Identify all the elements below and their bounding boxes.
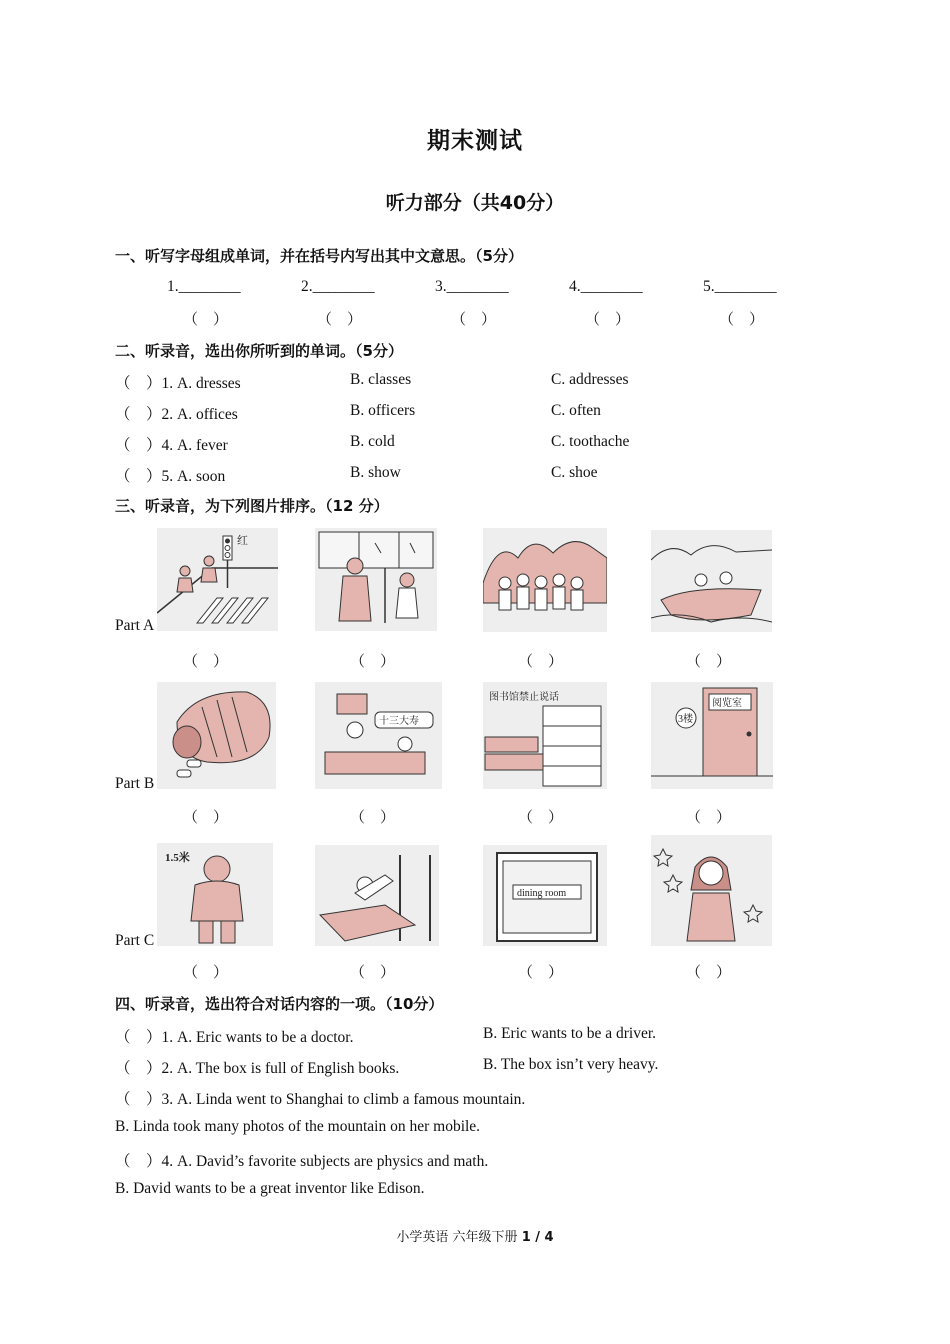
- answer-blank-5[interactable]: 5.________: [703, 278, 777, 295]
- s2-q4-option-b: B. cold: [350, 433, 395, 450]
- order-paren-a4[interactable]: （ ）: [686, 654, 732, 670]
- picture-reading-room: [651, 682, 773, 789]
- picture-dining-room: [483, 845, 607, 946]
- order-paren-c2[interactable]: （ ）: [350, 965, 396, 981]
- part-b-label: Part B: [115, 775, 155, 792]
- s2-q1-option-a: （ ）1. A. dresses: [115, 375, 241, 392]
- floor-sign-text: 3楼: [678, 714, 693, 725]
- section2-heading: 二、听录音，选出你所听到的单词。（5分）: [115, 342, 403, 360]
- order-paren-a3[interactable]: （ ）: [518, 654, 564, 670]
- s4-q2-option-a: （ ）2. A. The box is full of English books.: [115, 1060, 400, 1077]
- answer-blank-4[interactable]: 4.________: [569, 278, 643, 295]
- page-title: 期末测试: [427, 128, 523, 154]
- meaning-paren-1[interactable]: （ ）: [183, 312, 229, 328]
- s4-q1-option-a: （ ）1. A. Eric wants to be a doctor.: [115, 1029, 354, 1046]
- page-footer: [0, 1226, 950, 1245]
- picture-high-jump: [315, 845, 439, 946]
- page-number: 1 / 4: [521, 1230, 554, 1245]
- s2-q5-option-c: C. shoe: [551, 464, 598, 481]
- order-paren-b1[interactable]: （ ）: [183, 810, 229, 826]
- birthday-banner-text: 十三大寿: [379, 716, 419, 727]
- section1-heading: 一、听写字母组成单词，并在括号内写出其中文意思。（5分）: [115, 247, 523, 265]
- s4-q3-option-a: （ ）3. A. Linda went to Shanghai to climb a famous mountain.: [115, 1091, 526, 1108]
- part-a-label: Part A: [115, 617, 155, 634]
- picture-mountain-group: [483, 528, 607, 632]
- s2-q2-option-a: （ ）2. A. offices: [115, 406, 238, 423]
- section3-heading: 三、听录音，为下列图片排序。（12 分）: [115, 497, 389, 515]
- answer-blank-2[interactable]: 2.________: [301, 278, 375, 295]
- s2-q5-option-b: B. show: [350, 464, 401, 481]
- order-paren-c3[interactable]: （ ）: [518, 965, 564, 981]
- s2-q2-option-c: C. often: [551, 402, 601, 419]
- footer-book-title: 小学英语 六年级下册: [396, 1230, 518, 1245]
- answer-blank-3[interactable]: 3.________: [435, 278, 509, 295]
- s4-q2-option-b: B. The box isn’t very heavy.: [483, 1056, 659, 1073]
- order-paren-a2[interactable]: （ ）: [350, 654, 396, 670]
- picture-tall-boy: [157, 843, 273, 946]
- order-paren-a1[interactable]: （ ）: [183, 654, 229, 670]
- picture-crosswalk: [157, 528, 278, 631]
- s2-q4-option-c: C. toothache: [551, 433, 630, 450]
- picture-singing-woman: [651, 835, 772, 946]
- dining-room-sign-text: dining room: [517, 888, 567, 899]
- s2-q2-option-b: B. officers: [350, 402, 416, 419]
- reading-room-sign-text: 阅览室: [712, 698, 742, 709]
- section4-heading: 四、听录音，选出符合对话内容的一项。（10分）: [115, 995, 444, 1013]
- picture-birthday: [315, 682, 442, 789]
- s2-q5-option-a: （ ）5. A. soon: [115, 468, 226, 485]
- height-label-text: 1.5米: [165, 852, 190, 864]
- picture-medicine-bottle: [157, 682, 276, 789]
- meaning-paren-3[interactable]: （ ）: [451, 312, 497, 328]
- meaning-paren-4[interactable]: （ ）: [585, 312, 631, 328]
- order-paren-b3[interactable]: （ ）: [518, 810, 564, 826]
- s4-q4-option-b: B. David wants to be a great inventor like Edison.: [115, 1180, 425, 1197]
- picture-library: [483, 682, 607, 789]
- s2-q4-option-a: （ ）4. A. fever: [115, 437, 228, 454]
- s2-q1-option-b: B. classes: [350, 371, 412, 388]
- meaning-paren-5[interactable]: （ ）: [719, 312, 765, 328]
- order-paren-c1[interactable]: （ ）: [183, 965, 229, 981]
- s4-q3-option-b: B. Linda took many photos of the mountain on her mobile.: [115, 1118, 481, 1135]
- order-paren-b2[interactable]: （ ）: [350, 810, 396, 826]
- page-subtitle: 听力部分（共40分）: [385, 192, 565, 214]
- traffic-sign-text: 红: [237, 535, 248, 547]
- s2-q1-option-c: C. addresses: [551, 371, 629, 388]
- picture-boat: [651, 530, 772, 632]
- order-paren-b4[interactable]: （ ）: [686, 810, 732, 826]
- s4-q4-option-a: （ ）4. A. David’s favorite subjects are physics and math.: [115, 1153, 489, 1170]
- s4-q1-option-b: B. Eric wants to be a driver.: [483, 1025, 657, 1042]
- meaning-paren-2[interactable]: （ ）: [317, 312, 363, 328]
- library-sign-text: 图书馆禁止说话: [489, 692, 559, 703]
- part-c-label: Part C: [115, 932, 155, 949]
- picture-bus: [315, 528, 437, 631]
- order-paren-c4[interactable]: （ ）: [686, 965, 732, 981]
- answer-blank-1[interactable]: 1.________: [167, 278, 241, 295]
